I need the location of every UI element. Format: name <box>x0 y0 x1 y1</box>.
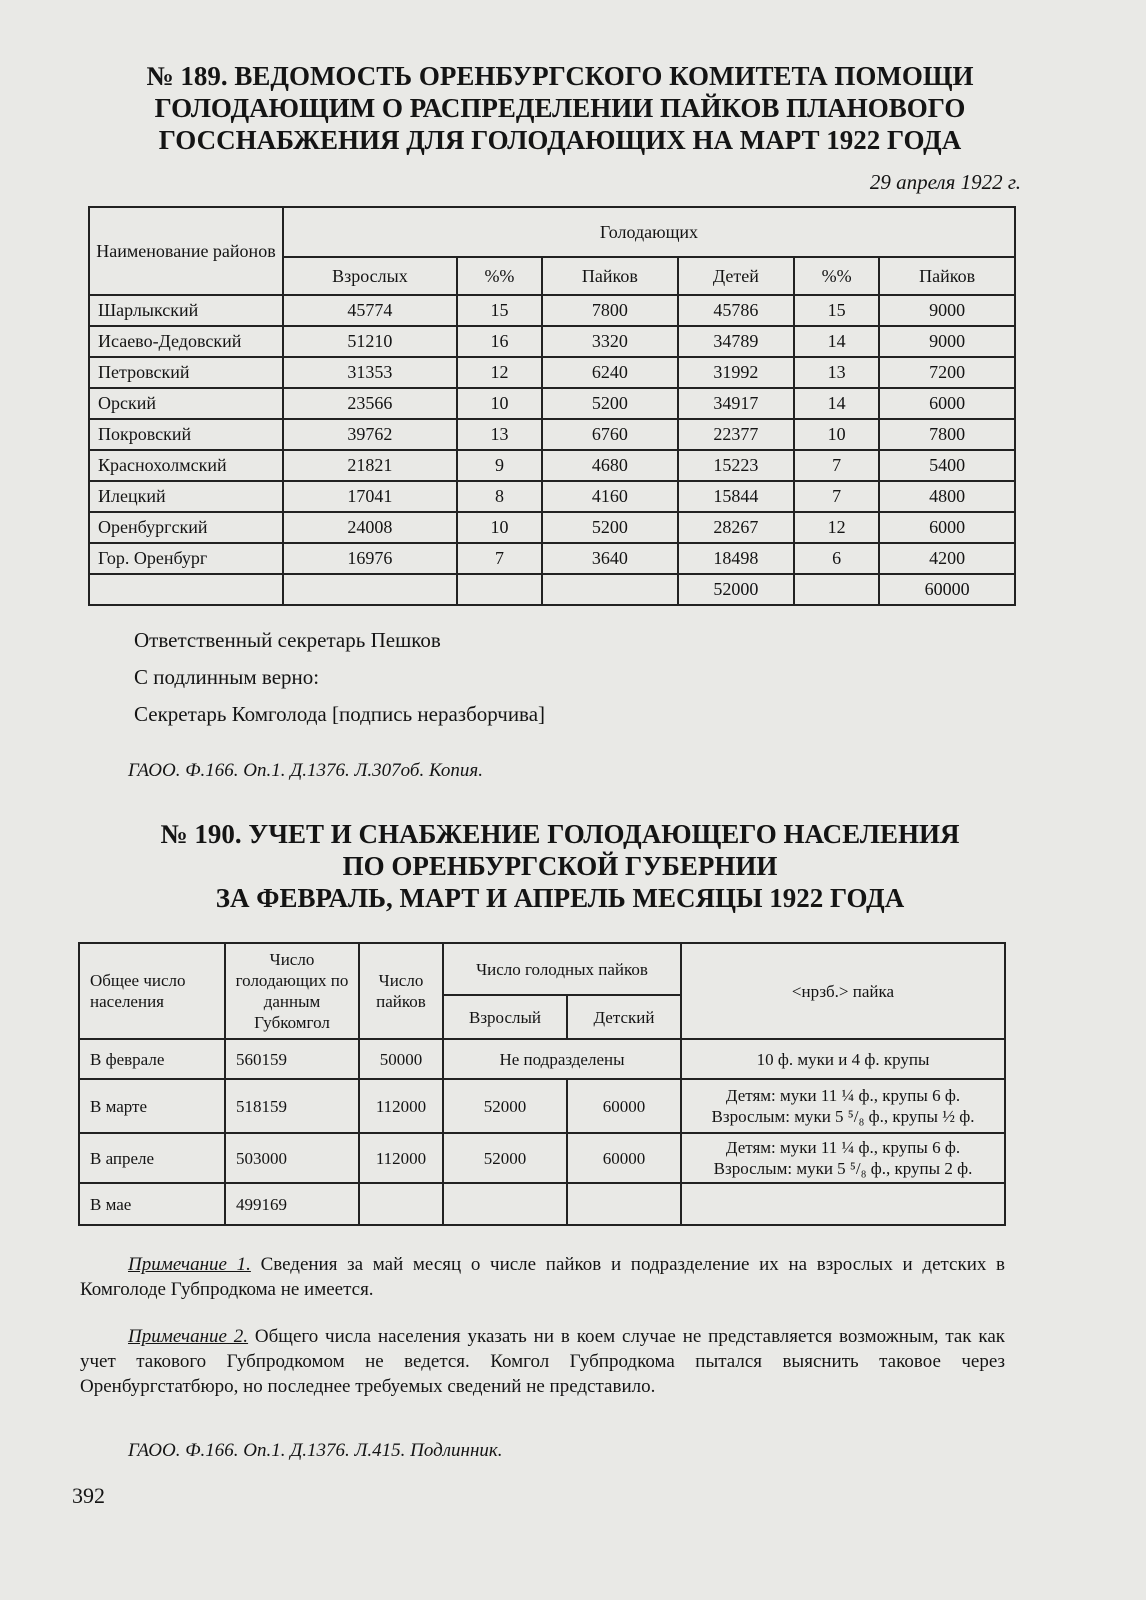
starving-cell: 560159 <box>225 1039 359 1079</box>
value-cell: 60000 <box>879 574 1015 605</box>
adult-cell: 52000 <box>443 1079 567 1133</box>
starving-cell: 499169 <box>225 1183 359 1225</box>
adult-cell: 52000 <box>443 1133 567 1183</box>
value-cell <box>542 574 678 605</box>
value-cell: 17041 <box>283 481 457 512</box>
signature-line: Секретарь Комголода [подпись неразборчива] <box>134 702 546 726</box>
note-2 <box>80 1324 1005 1399</box>
district-cell: Петровский <box>89 357 283 388</box>
split-cell: Не подразделены <box>443 1039 681 1079</box>
value-cell: 21821 <box>283 450 457 481</box>
starving-cell: 503000 <box>225 1133 359 1183</box>
header-rations-children: Пайков <box>879 257 1015 295</box>
month-cell: В апреле <box>79 1133 225 1183</box>
empty-cell <box>443 1183 567 1225</box>
value-cell: 22377 <box>678 419 794 450</box>
value-cell: 10 <box>794 419 879 450</box>
note-2-label: Примечание 2. <box>128 1326 249 1347</box>
rations-cell: 112000 <box>359 1133 443 1183</box>
value-cell: 15 <box>457 295 542 326</box>
table-row <box>89 326 1015 357</box>
value-cell: 6000 <box>879 388 1015 419</box>
month-cell: В феврале <box>79 1039 225 1079</box>
district-cell: Краснохолмский <box>89 450 283 481</box>
value-cell: 5200 <box>542 512 678 543</box>
header-adult: Взрослый <box>443 995 567 1039</box>
doc189-title-line: ГОЛОДАЮЩИМ О РАСПРЕДЕЛЕНИИ ПАЙКОВ ПЛАНОВОГО <box>154 93 966 123</box>
value-cell: 39762 <box>283 419 457 450</box>
header-ration-composition: <нрзб.> пайка <box>681 943 1005 1039</box>
doc190-title <box>80 818 1040 914</box>
district-cell: Илецкий <box>89 481 283 512</box>
rations-cell: 50000 <box>359 1039 443 1079</box>
header-percent-adults: %% <box>457 257 542 295</box>
composition-cell: 10 ф. муки и 4 ф. крупы <box>681 1039 1005 1079</box>
secretary-line: Ответственный секретарь Пешков <box>134 628 441 652</box>
composition-line: Взрослым: муки 5 ⁵/₈ ф., крупы ½ ф. <box>711 1107 975 1126</box>
header-starving-count: Число голодающих по данным Губкомгол <box>225 943 359 1039</box>
value-cell: 16 <box>457 326 542 357</box>
value-cell: 15223 <box>678 450 794 481</box>
header-rations-adults: Пайков <box>542 257 678 295</box>
value-cell: 15 <box>794 295 879 326</box>
value-cell: 34917 <box>678 388 794 419</box>
value-cell: 15844 <box>678 481 794 512</box>
value-cell: 12 <box>794 512 879 543</box>
value-cell: 6240 <box>542 357 678 388</box>
value-cell: 6760 <box>542 419 678 450</box>
table-row <box>89 419 1015 450</box>
header-children: Детей <box>678 257 794 295</box>
value-cell: 3320 <box>542 326 678 357</box>
table-row <box>89 295 1015 326</box>
doc189-title-line: ГОССНАБЖЕНИЯ ДЛЯ ГОЛОДАЮЩИХ НА МАРТ 1922 ГОДА <box>158 125 962 155</box>
district-cell: Гор. Оренбург <box>89 543 283 574</box>
composition-cell <box>681 1079 1005 1133</box>
value-cell: 7 <box>457 543 542 574</box>
header-child: Детский <box>567 995 681 1039</box>
value-cell: 14 <box>794 388 879 419</box>
composition-cell <box>681 1133 1005 1183</box>
header-district: Наименование районов <box>89 207 283 295</box>
note-1-label: Примечание 1. <box>128 1254 251 1275</box>
certification-line: С подлинным верно: <box>134 665 320 689</box>
child-cell: 60000 <box>567 1079 681 1133</box>
value-cell <box>283 574 457 605</box>
value-cell: 5400 <box>879 450 1015 481</box>
district-cell: Оренбургский <box>89 512 283 543</box>
district-cell: Орский <box>89 388 283 419</box>
value-cell <box>794 574 879 605</box>
table-row <box>89 574 1015 605</box>
value-cell: 10 <box>457 388 542 419</box>
value-cell: 10 <box>457 512 542 543</box>
value-cell: 51210 <box>283 326 457 357</box>
value-cell: 7 <box>794 450 879 481</box>
value-cell: 9 <box>457 450 542 481</box>
value-cell: 4680 <box>542 450 678 481</box>
child-cell: 60000 <box>567 1133 681 1183</box>
value-cell: 9000 <box>879 326 1015 357</box>
empty-cell <box>359 1183 443 1225</box>
starving-cell: 518159 <box>225 1079 359 1133</box>
doc189-title <box>80 60 1040 156</box>
doc190-citation: ГАОО. Ф.166. Оп.1. Д.1376. Л.415. Подлинник. <box>128 1440 503 1461</box>
table-row <box>89 450 1015 481</box>
doc189-title-line: № 189. ВЕДОМОСТЬ ОРЕНБУРГСКОГО КОМИТЕТА ПОМОЩИ <box>146 61 974 91</box>
value-cell: 45786 <box>678 295 794 326</box>
rations-table <box>88 206 1016 606</box>
value-cell: 7800 <box>542 295 678 326</box>
district-cell: Исаево-Дедовский <box>89 326 283 357</box>
value-cell: 4160 <box>542 481 678 512</box>
value-cell: 24008 <box>283 512 457 543</box>
header-percent-children: %% <box>794 257 879 295</box>
note-1-text: Сведения за май месяц о числе пайков и подразделение их на взрослых и детских в Комголоде Губпродкома не имеется. <box>80 1254 1006 1300</box>
composition-line: Детям: муки 11 ¼ ф., крупы 6 ф. <box>725 1138 961 1157</box>
empty-cell <box>567 1183 681 1225</box>
doc189-citation: ГАОО. Ф.166. Оп.1. Д.1376. Л.307об. Копия. <box>128 760 483 781</box>
value-cell: 8 <box>457 481 542 512</box>
header-starving: Голодающих <box>283 207 1015 257</box>
header-adults: Взрослых <box>283 257 457 295</box>
value-cell: 7 <box>794 481 879 512</box>
note-1 <box>80 1252 1005 1302</box>
month-cell: В мае <box>79 1183 225 1225</box>
doc189-date: 29 апреля 1922 г. <box>869 170 1021 194</box>
value-cell: 13 <box>794 357 879 388</box>
value-cell: 3640 <box>542 543 678 574</box>
table-row <box>89 481 1015 512</box>
value-cell: 7200 <box>879 357 1015 388</box>
value-cell: 4200 <box>879 543 1015 574</box>
value-cell: 28267 <box>678 512 794 543</box>
value-cell: 34789 <box>678 326 794 357</box>
district-cell <box>89 574 283 605</box>
value-cell: 7800 <box>879 419 1015 450</box>
value-cell: 4800 <box>879 481 1015 512</box>
value-cell: 31992 <box>678 357 794 388</box>
header-ration-count: Число пайков <box>359 943 443 1039</box>
rations-cell: 112000 <box>359 1079 443 1133</box>
value-cell <box>457 574 542 605</box>
doc190-title-line: ПО ОРЕНБУРГСКОЙ ГУБЕРНИИ <box>342 851 778 881</box>
page-number: 392 <box>72 1483 105 1508</box>
header-hungry-rations: Число голодных пайков <box>443 943 681 995</box>
value-cell: 5200 <box>542 388 678 419</box>
table-row <box>89 388 1015 419</box>
value-cell: 9000 <box>879 295 1015 326</box>
district-cell: Покровский <box>89 419 283 450</box>
composition-line: Детям: муки 11 ¼ ф., крупы 6 ф. <box>725 1086 961 1105</box>
value-cell: 6 <box>794 543 879 574</box>
header-population: Общее число населения <box>79 943 225 1039</box>
value-cell: 18498 <box>678 543 794 574</box>
value-cell: 52000 <box>678 574 794 605</box>
table-row <box>89 357 1015 388</box>
value-cell: 6000 <box>879 512 1015 543</box>
value-cell: 45774 <box>283 295 457 326</box>
doc190-title-line: ЗА ФЕВРАЛЬ, МАРТ И АПРЕЛЬ МЕСЯЦЫ 1922 ГОДА <box>215 883 905 913</box>
table-row <box>89 543 1015 574</box>
value-cell: 14 <box>794 326 879 357</box>
doc190-title-line: № 190. УЧЕТ И СНАБЖЕНИЕ ГОЛОДАЮЩЕГО НАСЕЛЕНИЯ <box>160 819 960 849</box>
empty-cell <box>681 1183 1005 1225</box>
supply-table <box>78 942 1006 1226</box>
value-cell: 12 <box>457 357 542 388</box>
month-cell: В марте <box>79 1079 225 1133</box>
district-cell: Шарлыкский <box>89 295 283 326</box>
composition-line: Взрослым: муки 5 ⁵/₈ ф., крупы 2 ф. <box>713 1159 973 1178</box>
value-cell: 23566 <box>283 388 457 419</box>
value-cell: 16976 <box>283 543 457 574</box>
value-cell: 13 <box>457 419 542 450</box>
note-2-text: Общего числа населения указать ни в коем случае не представляется возможным, так как учет такового Губпродкомом не ведется. Комгол Губпродкома пытался выяснить таковое через Оренбургстатбюро, но последнее требуемых сведений не представило. <box>80 1326 1005 1397</box>
table-row <box>89 512 1015 543</box>
value-cell: 31353 <box>283 357 457 388</box>
